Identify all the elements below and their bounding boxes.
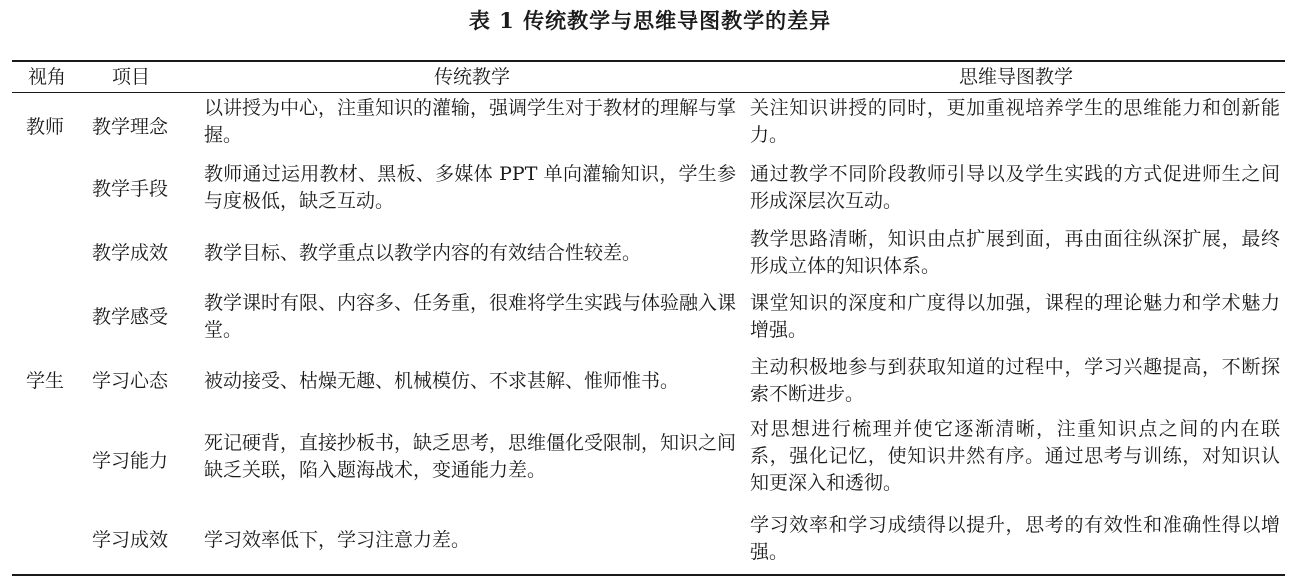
row-item: 教学理念 [92, 116, 169, 138]
row-traditional: 以讲授为中心，注重知识的灌输，强调学生对于教材的理解与掌握。 [204, 97, 737, 146]
row-role: 教师 [26, 116, 65, 138]
table-header-rule [12, 92, 1285, 93]
table-title: 表 1 传统教学与思维导图教学的差异 [468, 8, 832, 33]
header-item: 项目 [112, 66, 151, 88]
row-traditional: 学习效率低下，学习注意力差。 [204, 529, 471, 551]
row-traditional: 死记硬背，直接抄板书，缺乏思考，思维僵化受限制，知识之间缺乏关联，陷入题海战术，变通能力差。 [204, 432, 737, 481]
header-traditional: 传统教学 [433, 66, 510, 88]
row-role: 学生 [26, 370, 65, 392]
row-traditional: 教学课时有限、内容多、任务重，很难将学生实践与体验融入课堂。 [204, 292, 737, 341]
row-item: 教学成效 [92, 242, 169, 264]
row-mindmap: 对思想进行梳理并使它逐渐清晰，注重知识点之间的内在联系，强化记忆，使知识井然有序。通过思考与训练，对知识认知更深入和透彻。 [750, 418, 1280, 494]
row-item: 教学感受 [92, 306, 169, 328]
row-traditional: 被动接受、枯燥无趣、机械模仿、不求甚解、惟师惟书。 [204, 370, 680, 392]
row-mindmap: 主动积极地参与到获取知道的过程中，学习兴趣提高，不断探索不断进步。 [750, 356, 1280, 405]
row-mindmap: 通过教学不同阶段教师引导以及学生实践的方式促进师生之间形成深层次互动。 [750, 163, 1280, 212]
row-item: 学习成效 [92, 529, 169, 551]
row-mindmap: 学习效率和学习成绩得以提升，思考的有效性和准确性得以增强。 [750, 514, 1280, 563]
header-mindmap: 思维导图教学 [958, 66, 1073, 88]
table-bottom-rule [12, 574, 1285, 576]
row-mindmap: 关注知识讲授的同时，更加重视培养学生的思维能力和创新能力。 [750, 97, 1280, 146]
row-mindmap: 课堂知识的深度和广度得以加强，课程的理论魅力和学术魅力增强。 [750, 292, 1280, 341]
header-role: 视角 [28, 66, 67, 88]
table-top-rule [12, 60, 1285, 62]
row-traditional: 教师通过运用教材、黑板、多媒体 PPT 单向灌输知识，学生参与度极低，缺乏互动。 [204, 163, 736, 212]
row-traditional: 教学目标、教学重点以教学内容的有效结合性较差。 [204, 242, 642, 264]
row-item: 学习能力 [92, 450, 169, 472]
row-item: 学习心态 [92, 370, 169, 392]
row-mindmap: 教学思路清晰，知识由点扩展到面，再由面往纵深扩展，最终形成立体的知识体系。 [750, 228, 1280, 277]
row-item: 教学手段 [92, 178, 169, 200]
